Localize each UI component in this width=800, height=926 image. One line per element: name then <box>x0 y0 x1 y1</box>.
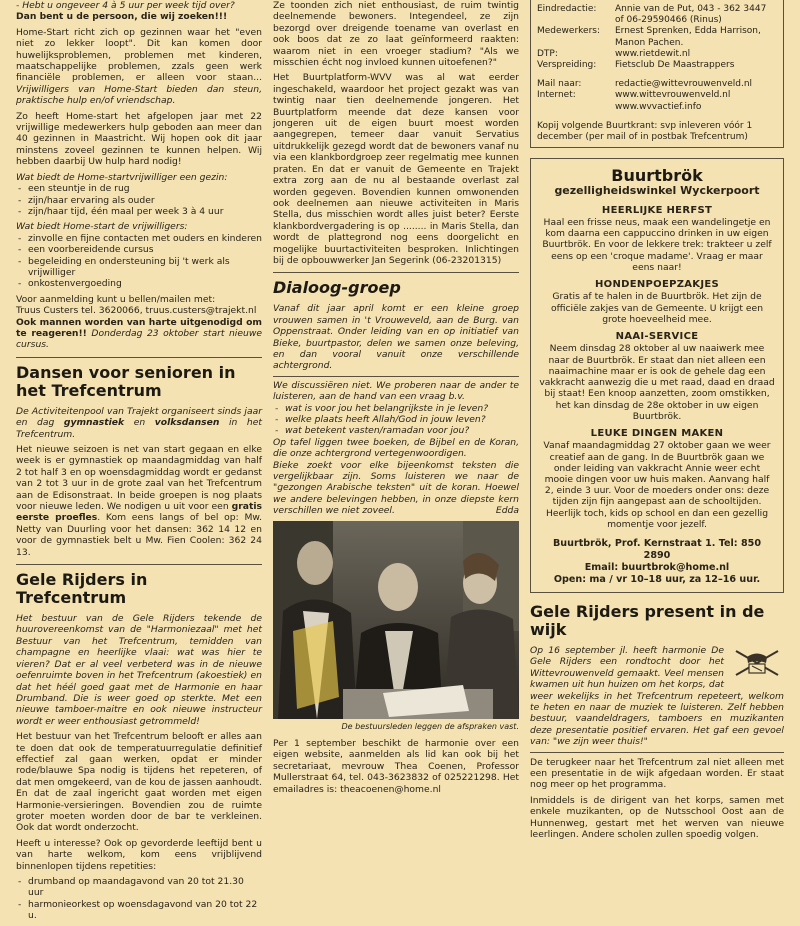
section-text: Vanaf maandagmiddag 27 oktober gaan we weer creatief aan de gang. In de Buurtbrök gaan we onder leiding van vakkracht Annie weer echt mooie dingen voor uw huis maken. Aanvang half 2, einde 3 uur. Voor de moeders onder ons: deze tijden zijn fijn aangepast aan de schooltijden. Heerlijk toch, kids op school en dan een gezellig momentje voor jezelf. <box>543 440 771 530</box>
column-2 <box>273 0 519 799</box>
homestart-p1: Home-Start richt zich op gezinnen waar het "even niet zo lekker loopt". Dit kan komen door huwelijksproblemen, problemen met kinderen, maatschappelijke problemen, zzals geen werk financiële problemen, er alleen voor staan... Vrijwilligers van Home-Start bieden dan steun, praktische hulp en/of vriendschap. <box>16 26 262 107</box>
section-text: Gratis af te halen in de Buurtbrök. Het zijn de officiële zakjes van de Gemeente. U krijgt een grote hoeveelheid mee. <box>550 291 764 325</box>
dialoog-p2: Op tafel liggen twee boeken, de Bijbel en de Koran, die onze achtergrond vertegenwoordigen. <box>273 436 519 460</box>
list-item: - begeleiding en ondersteuning bij 't werk als vrijwilliger <box>16 256 262 279</box>
buurtbrok-contact: Buurtbrök, Prof. Kernstraat 1. Tel: 850 2890 Email: buurtbrok@home.nl Open: ma / vr 10–18 uur, za 12–16 uur. <box>553 537 761 585</box>
rehearsal-list <box>16 876 262 922</box>
article-p2: Het Buurtplatform-WVV was al wat eerder ingeschakeld, waardoor het project gezakt was van twintig naar tien deelnemende jongeren. Het Buurtplatform meende dat deze kansen voor jongeren uit de eigen buurt moest worden aangegrepen, temeer daar vanuit Servatius uitdrukkelijk gezegd wordt dat de bewoners vanaf nu via een klankbordgroep zeer regelmatig mee kunnen praten. En dat er vanuit de Gemeente en Trajekt extra zorg aan de nu al bestaande overlast zal worden gegeven. Bovendien kunnen omwonenden ook deelnemen aan nieuwe activiteiten in Maris Stella, dus misschien wordt alles juist beter? Eerste klankbordvergadering is op ........ in Maris Stella, dan wordt de plattegrond nog eens doorgelicht en mogelijke buurtactiviteiten besproken. Inlichtingen bij de opbouwwerker Jan Segerink (06-23201315) <box>273 72 519 266</box>
signup-invite: Ook mannen worden van harte uitgenodigd om te reageren!! Donderdag 23 oktober start nieuwe cursus. <box>16 316 262 351</box>
section-heading: LEUKE DINGEN MAKEN <box>590 427 724 439</box>
list-item: - welke plaats heeft Allah/God in jouw leven? <box>273 414 519 425</box>
colophon-row: Verspreiding: Fietsclub De Maastrappers <box>537 60 735 71</box>
divider <box>16 357 262 358</box>
list-item: - onkostenvergoeding <box>16 278 262 289</box>
section-heading: NAAI-SERVICE <box>615 331 699 343</box>
present-p2: Inmiddels is de dirigent van het korps, samen met enkele muzikanten, op de Nutsschool Oost aan de Hunnenweg, gestart met het werven van nieuwe leerlingen. Andere scholen zullen spoedig volgen. <box>530 794 784 841</box>
colophon-row: www.wvvactief.info <box>615 101 702 112</box>
dialoog-title: Dialoog-groep <box>273 278 401 298</box>
offers-list <box>16 233 262 290</box>
list-item: - een voorbereidende cursus <box>16 244 262 255</box>
intro-bold: Dan bent u de persoon, die wij zoeken!!! <box>16 11 228 23</box>
present-lead: Op 16 september jl. heeft harmonie De Gele Rijders een rondtocht door het Wittevrouwenveld gemaakt. Veel mensen kwamen uit hun huizen om het korps, dat weer wekelijks in het Trefcentrum repeteert, welkom te heten en naar de muziek te luisteren. Zelf hebben bestuur, vaandeldragers, tamboers en muzikanten deze presentatie positief ervaren. Het gaf een gevoel van: "we zijn weer thuis!" <box>530 644 784 748</box>
photo-image <box>273 521 519 719</box>
section-text: Neem dinsdag 28 oktober al uw naaiwerk mee naar de Buurtbrök. Er staat dan niet alleen een naaimachine maar er is ook de gehele dag een vakkracht aanwezig die u met raad, daad en draad bij staat! Een knoop aanzetten, zoom omstikken, het kan dinsdag de 28e oktober in uw eigen Buurtbrök. <box>539 343 775 422</box>
list-item: - wat is voor jou het belangrijkste in je leven? <box>273 403 519 414</box>
gele-title: Gele Rijders in Trefcentrum <box>16 570 148 608</box>
dansen-title: Dansen voor senioren in het Trefcentrum <box>16 362 236 400</box>
signup-text: Voor aanmelding kunt u bellen/mailen met: <box>16 293 216 305</box>
divider <box>16 564 262 565</box>
homestart-p2: Zo heeft Home-start het afgelopen jaar met 22 vrijwillige medewerkers hulp geboden aan meer dan 40 gezinnen in Maastricht. Wij hopen ook dit jaar minstens zoveel gezinnen te kunnen helpen. Wij hebben daarbij Uw hulp hard nodig! <box>16 110 262 168</box>
dialoog-lead: Vanaf dit jaar april komt er een kleine groep vrouwen samen in 't Vrouweveld, aan de Burg. van Oppenstraat. Onder leiding van en op initiatief van Bieke, buurtpastor, delen we samen onze beleving, en dan vooral vanuit onze verschillende achtergrond. <box>273 303 519 372</box>
divider <box>273 376 519 377</box>
section-heading: HONDENPOEPZAKJES <box>594 279 720 291</box>
gele-p1: Het bestuur van het Trefcentrum belooft er alles aan te doen dat ook de temperatuurregulatie definitief effectief zal gaan werken, opdat er minder rode/blauwe Spa nodig is tijdens het repeteren, of dat men omgekeerd, van de kou de jassen aanhoudt. En dat de zaal ingericht gaat worden met eigen Harmonie-versieringen. Bovendien zou de ruimte groter moeten worden door de bar te verkleinen. Ook dat wordt onderzocht. <box>16 731 262 834</box>
colophon-row: Internet: www.wittevrouwenveld.nl <box>537 90 731 101</box>
wants-list <box>16 183 262 217</box>
author: Edda <box>495 505 519 517</box>
section-text: Haal een frisse neus, maak een wandelingetje en kom daarna een cappuccino drinken in uw eigen Buurtbrök. En voor de lekkere trek: trakteer u zelf eens op een 'croque madame'. Vraag er maar eens naar! <box>542 217 772 273</box>
gele-p2: Heeft u interesse? Ook op gevorderde leeftijd bent u van harte welkom, kom eens vrijblijvend binnenlopen tijdens repetities: <box>16 837 262 872</box>
list-item: - harmonieorkest op woensdagavond van 20 tot 22 u. <box>16 899 262 922</box>
signup-contact: Truus Custers tel. 3620066, truus.custers@trajekt.nl <box>16 305 257 317</box>
offers-heading: Wat biedt Home-start de vrijwilligers: <box>16 221 188 233</box>
colophon-row: Mail naar: redactie@wittevrouwenveld.nl <box>537 79 753 90</box>
list-item: - zijn/haar tijd, één maal per week 3 à 4 uur <box>16 206 262 217</box>
intro-question: - Hebt u ongeveer 4 à 5 uur per week tijd over? <box>16 0 235 11</box>
kopij-note: Kopij volgende Buurtkrant: svp inleveren vóór 1 december (per mail of in postbak Trefcentrum) <box>537 120 753 143</box>
colophon-row: DTP: www.rietdewit.nl <box>537 48 691 59</box>
list-item: - een steuntje in de rug <box>16 183 262 194</box>
list-item: - drumband op maandagavond van 20 tot 21.30 uur <box>16 876 262 899</box>
list-item: - wat betekent vasten/ramadan voor jou? <box>273 425 519 436</box>
colophon <box>530 0 784 148</box>
photo <box>273 521 519 719</box>
present-p1: De terugkeer naar het Trefcentrum zal niet alleen met een presentatie in de wijk afgedaan worden. Er staat nog meer op het programma. <box>530 756 784 791</box>
buurtbrok-title: Buurtbrök <box>611 166 703 186</box>
section-heading: HEERLIJKE HERFST <box>601 204 713 216</box>
colophon-row: Eindredactie: Annie van de Put, 043 - 362 3447 of 06-29590466 (Rinus) <box>537 4 767 26</box>
harmonie-emblem-icon <box>730 647 784 679</box>
divider <box>530 752 784 753</box>
article-p3: Per 1 september beschikt de harmonie over een eigen website, aanmelden als lid kan ook bij het secretariaat, mevrouw Thea Coenen, Professor Mullerstraat 64, tel. 043-3623832 of 025221298. Het emailadres is: theacoenen@home.nl <box>273 738 519 795</box>
column-3 <box>530 0 784 844</box>
list-item: - zijn/haar ervaring als ouder <box>16 195 262 206</box>
list-item: - zinvolle en fijne contacten met ouders en kinderen <box>16 233 262 244</box>
questions-list <box>273 403 519 437</box>
dialoog-p1: We discussiëren niet. We proberen naar de ander te luisteren, aan de hand van een vraag b.v. <box>273 379 519 403</box>
buurtbrok-box <box>530 158 784 593</box>
dansen-lead: De Activiteitenpool van Trajekt organiseert sinds jaar en dag gymnastiek en volksdansen in het Trefcentrum. <box>16 405 262 440</box>
gele-lead: Het bestuur van de Gele Rijders tekende de huurovereenkomst van de "Harmoniezaal" met het Bestuur van het Trefcentrum, temidden van champagne en heerlijke vlaai: wat was hier te vieren? Dat er al veel verbeterd was in de nieuwe oefenruimte boven in het Trefcentrum (akoestiek) en dat het héél goed gaat met de Harmonie en haar Drumband. Die is weer goed op sterkte. Met een nieuwe tamboer-maitre en ook nieuwe instructeur wordt er weer enthousiast getrommeld! <box>16 613 262 727</box>
dansen-body: Het nieuwe seizoen is net van start gegaan en elke week is er gymnastiek op maandagmiddag van half 2 tot half 3 en op woensdagmiddag wordt er gedanst van 2 tot 3 uur in de grote zaal van het Trefcentrum aan de Edisonstraat. In beide groepen is nog plaats voor nieuwe leden. We nodigen u uit voor een gratis eerste proefles. Kom eens langs of bel op: Mw. Netty van Duurling voor het dansen: 362 14 12 en voor de gymnastiek belt u Mw. Fien Coolen: 362 24 13. <box>16 444 262 558</box>
dialoog-p3: Bieke zoekt voor elke bijeenkomst teksten die vergelijkbaar zijn. Soms luisteren we naar de "gezongen Arabische teksten" uit de koran. Hoewel we andere belevingen hebben, in onze diepste kern verschillen we niet zoveel. Edda <box>273 459 519 517</box>
article-p1: Ze toonden zich niet enthousiast, de ruim twintig deelnemende bewoners. Integendeel, ze zijn bezorgd over dreigende toename van overlast en ook boos dat ze zo laat geïnformeerd raakten: waarom niet in een vroeger stadium? "Als we misschien écht nog invloed kunnen uitoefenen?" <box>273 0 519 69</box>
buurtbrok-subtitle: gezelligheidswinkel Wyckerpoort <box>554 184 760 198</box>
divider <box>273 272 519 273</box>
column-1 <box>16 0 262 926</box>
photo-caption: De bestuursleden leggen de afspraken vast. <box>341 721 519 731</box>
wants-heading: Wat biedt de Home-startvrijwilliger een gezin: <box>16 171 228 183</box>
present-title: Gele Rijders present in de wijk <box>530 601 765 639</box>
colophon-row: Medewerkers: Ernest Sprenken, Edda Harrison, Manon Pachen. <box>537 26 761 48</box>
